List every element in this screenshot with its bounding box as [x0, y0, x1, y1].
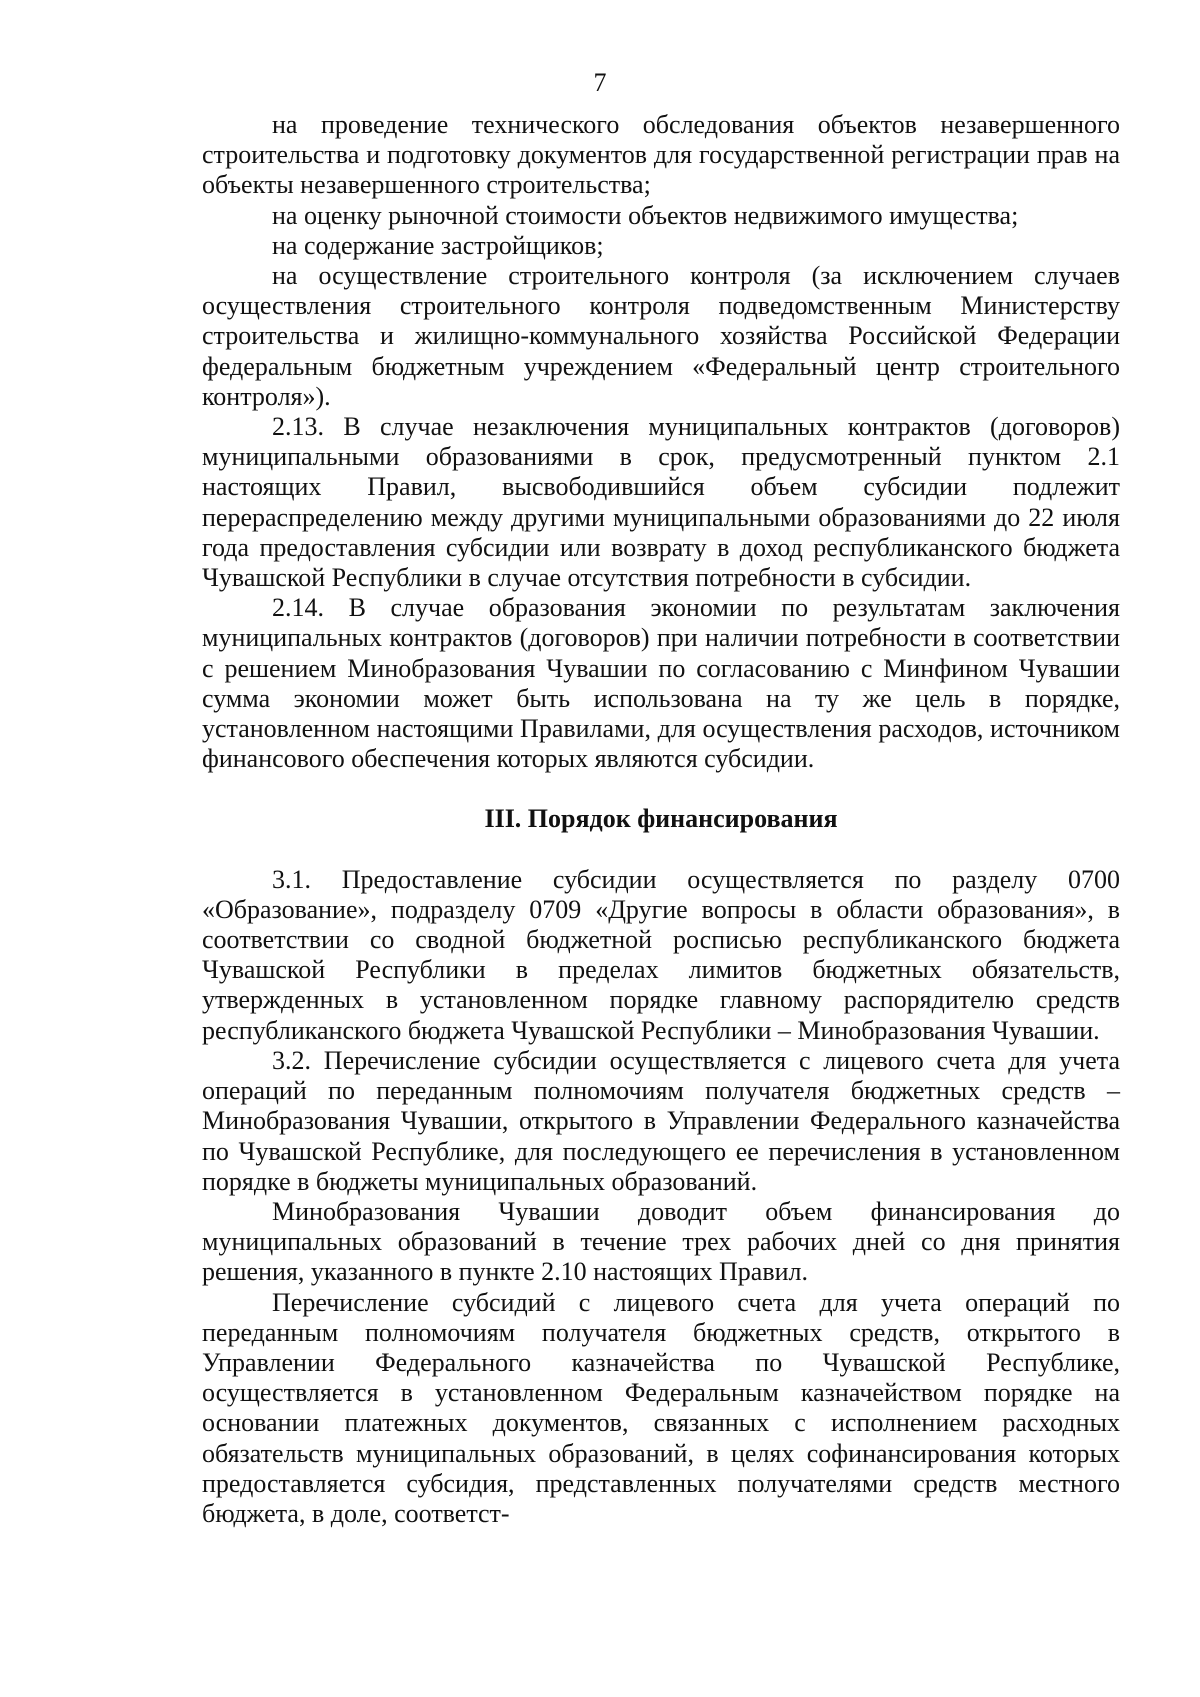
page-number: 7 [593, 68, 607, 97]
paragraph-3-1: 3.1. Предоставление субсидии осуществляется по разделу 0700 «Образование», подразделу 0709 «Другие вопросы в области образования», в соответствии со сводной бюджетной росписью республиканского бюджета Чувашской Республики в пределах лимитов бюджетных обязательств, утвержденных в установленном порядке главному распорядителю средств республиканского бюджета Чувашской Республики – Минобразования Чувашии. [202, 864, 1120, 1045]
paragraph-2-14: 2.14. В случае образования экономии по результатам заключения муниципальных контрактов (договоров) при наличии потребности в соответствии с решением Минобразования Чувашии по согласованию с Минфином Чувашии сумма экономии может быть использована на ту же цель в порядке, установленном настоящими Правилами, для осуществления расходов, источником финансового обеспечения которых являются субсидии. [202, 593, 1120, 774]
paragraph-funding-volume: Минобразования Чувашии доводит объем финансирования до муниципальных образований в течение трех рабочих дней со дня принятия решения, указанного в пункте 2.10 настоящих Правил. [202, 1196, 1120, 1287]
paragraph-construction-control: на осуществление строительного контроля (за исключением случаев осуществления строительного контроля подведомственным Министерству строительства и жилищно-коммунального хозяйства Российской Федерации федеральным бюджетным учреждением «Федеральный центр строительного контроля»). [202, 261, 1120, 411]
paragraph-3-2: 3.2. Перечисление субсидии осуществляется с лицевого счета для учета операций по переданным полномочиям получателя бюджетных средств – Минобразования Чувашии, открытого в Управлении Федерального казначейства по Чувашской Республике, для последующего ее перечисления в установленном порядке в бюджеты муниципальных образований. [202, 1045, 1120, 1196]
paragraph-market-valuation: на оценку рыночной стоимости объектов недвижимого имущества; [272, 200, 1019, 230]
paragraph-2-13: 2.13. В случае незаключения муниципальных контрактов (договоров) муниципальными образованиями в срок, предусмотренный пунктом 2.1 настоящих Правил, высвободившийся объем субсидии подлежит перераспределению между другими муниципальными образованиями до 22 июля года предоставления субсидии или возврату в доход республиканского бюджета Чувашской Республики в случае отсутствия потребности в субсидии. [202, 412, 1120, 593]
paragraph-technical-inspection: на проведение технического обследования объектов незавершенного строительства и подготовку документов для государственной регистрации прав на объекты незавершенного строительства; [202, 110, 1120, 200]
document-body [202, 110, 1120, 1529]
paragraph-developers-maintenance: на содержание застройщиков; [272, 230, 604, 260]
paragraph-subsidy-transfer: Перечисление субсидий с лицевого счета для учета операций по переданным полномочиям получателя бюджетных средств, открытого в Управлении Федерального казначейства по Чувашской Республике, осуществляется в установленном Федеральным казначейством порядке на основании платежных документов, связанных с исполнением расходных обязательств муниципальных образований, в целях софинансирования которых предоставляется субсидия, представленных получателями средств местного бюджета, в доле, соответст- [202, 1287, 1120, 1528]
section-heading: III. Порядок финансирования [484, 804, 838, 834]
